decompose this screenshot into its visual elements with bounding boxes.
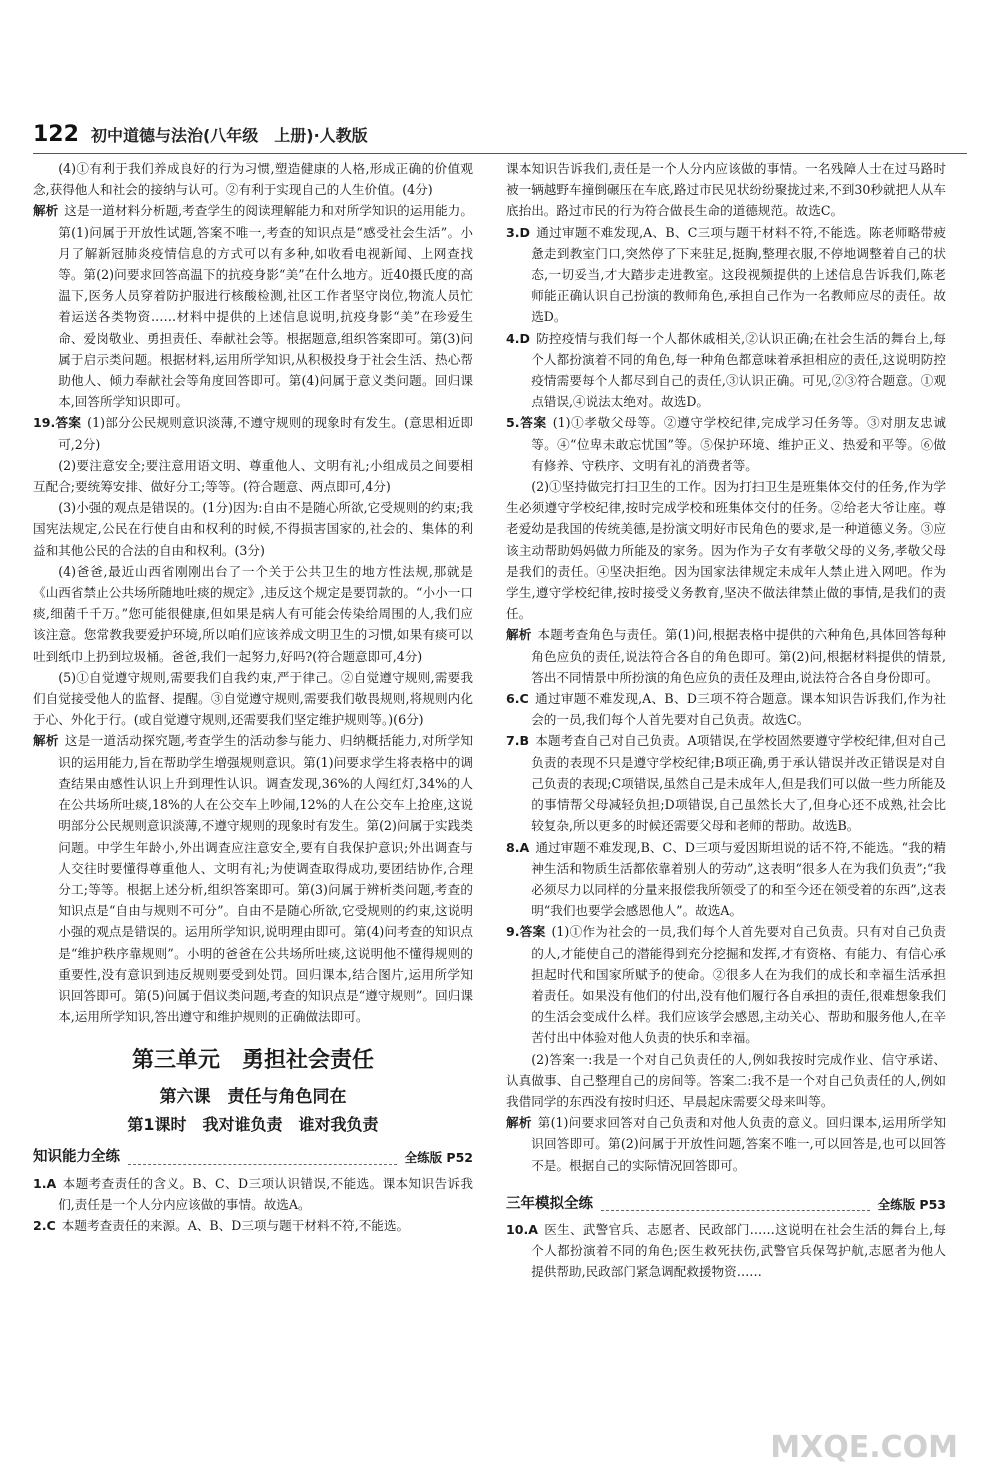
analysis-5 bbox=[506, 624, 946, 688]
answer-label: 4.D bbox=[506, 330, 531, 346]
section-title: 知识能力全练 bbox=[33, 1149, 120, 1166]
analysis-text: 本题考查角色与责任。第(1)问,根据表格中提供的六种角色,具体回答每种角色应负的责任,说法符合各自的角色即可。第(2)问,根据材料提供的情景,答出不同情景中所扮演的角色应负的责任及理由,说法符合各自身份即可。 bbox=[531, 627, 946, 685]
answer-label: 1.A bbox=[33, 1175, 57, 1191]
answer-8 bbox=[506, 837, 946, 922]
answer-5-part-2: (2)①坚持做完打扫卫生的工作。因为打扫卫生是班集体交付的任务,作为学生必须遵守学校纪律,按时完成学校和班集体交付的任务。②给老大爷让座。尊老爱幼是我国的传统美德,是扮演文明好市民角色的要求,是一种道德义务。③应该主动帮助妈妈做力所能及的家务。因为作为子女有孝敬父母的义务,孝敬父母是我们的责任。④坚决拒绝。因为国家法律规定未成年人禁止进入网吧。作为学生,遵守学校纪律,按时接受义务教育,坚决不做法律禁止做的事情,是我们的责任。 bbox=[506, 479, 946, 622]
watermark: MXQE.COM bbox=[770, 1430, 958, 1465]
answer-text: (1)部分公民规则意识淡薄,不遵守规则的现象时有发生。(意思相近即可,2分) bbox=[58, 415, 473, 452]
answer-label: 5.答案 bbox=[506, 415, 547, 431]
page-header bbox=[33, 118, 368, 150]
answer-9-part-2: (2)答案一:我是一个对自己负责任的人,例如我按时完成作业、信守承诺、认真做事、自己整理自己的房间等。答案二:我不是一个对自己负责任的人,例如我借同学的东西没有按时归还、早晨起床需要父母来叫等。 bbox=[506, 1051, 946, 1109]
answer-6 bbox=[506, 688, 946, 730]
analysis-label: 解析 bbox=[33, 203, 59, 219]
answer-text: (1)①孝敬父母等。②遵守学校纪律,完成学习任务等。③对朋友忠诚等。④“位卑未敢忘忧国”等。⑤保护环境、维护正义、热爱和平等。⑥做有修养、守秩序、文明有礼的消费者等。 bbox=[531, 415, 946, 473]
answer-4 bbox=[506, 328, 946, 413]
analysis-label: 解析 bbox=[506, 627, 532, 643]
answer-5 bbox=[506, 412, 946, 476]
section-page-ref: 全练版 P53 bbox=[877, 1196, 946, 1212]
answer-part-4: (4)①有利于我们养成良好的行为习惯,塑造健康的人格,形成正确的价值观念,获得他人和社会的接纳与认可。②有利于实现自己的人生价值。(4分) bbox=[33, 161, 473, 198]
answer-label: 7.B bbox=[506, 733, 530, 749]
answer-2 bbox=[33, 1215, 473, 1236]
answer-label: 19.答案 bbox=[33, 415, 82, 431]
answer-text: 本题考查自己对自己负责。A项错误,在学校固然要遵守学校纪律,但对自己负责的表现不只是遵守学校纪律;B项正确,勇于承认错误并改正错误是对自己负责的表现;C项错误,虽然自己是未成年人,但是我们可以做一些力所能及的事情帮父母减轻负担;D项错误,自己虽然长大了,但身心还不成熟,社会比较复杂,所以更多的时候还需要父母和老师的帮助。故选B。 bbox=[531, 733, 946, 834]
analysis-19 bbox=[33, 730, 473, 1027]
answer-text: 本题考查责任的来源。A、B、D三项与题干材料不符,不能选。 bbox=[61, 1217, 410, 1233]
answer-text: 防控疫情与我们每一个人都休戚相关,②认识正确;在社会生活的舞台上,每个人都扮演着不同的角色,每一种角色都意味着承担相应的责任,这说明防控疫情需要每个人都尽到自己的责任,③认识正确。可见,②③符合题意。①观点错误,④说法太绝对。故选D。 bbox=[531, 330, 946, 410]
answer-1 bbox=[33, 1173, 473, 1215]
section-header-mock bbox=[506, 1194, 946, 1215]
answer-3 bbox=[506, 222, 946, 328]
answer-2-continued: 课本知识告诉我们,责任是一个人分内应该做的事情。一名残障人士在过马路时被一辆越野车撞倒碾压在车底,路过市民见状纷纷聚拢过来,不到30秒就把人从车底抬出。路过市民的行为符合做長生命的道德规范。故选C。 bbox=[506, 161, 946, 219]
right-column bbox=[506, 158, 946, 1283]
answer-label: 9.答案 bbox=[506, 924, 546, 940]
unit-title: 第三单元 勇担社会责任 bbox=[131, 1048, 374, 1074]
answer-label: 2.C bbox=[33, 1217, 56, 1233]
answer-19-part-3: (3)小强的观点是错误的。(1分)因为:自由不是随心所欲,它受规则的约束;我国宪法规定,公民在行使自由和权利的时候,不得损害国家的,社会的、集体的利益和其他公民的合法的自由和权利。(3分) bbox=[33, 500, 473, 558]
lesson-title: 第六课 责任与角色同在 bbox=[159, 1087, 347, 1108]
answer-9 bbox=[506, 921, 946, 1048]
answer-text: 通过审题不难发现,A、B、C三项与题干材料不符,不能选。陈老师略带疲惫走到教室门口,突然停了下来驻足,挺胸,整理衣服,不停地调整着自己的状态,一切妥当,才大踏步走进教室。这段视频提供的上述信息告诉我们,陈老师能正确认识自己扮演的教师角色,承担自己作为一名教师应尽的责任。故选D。 bbox=[531, 224, 946, 325]
section-header-knowledge bbox=[33, 1147, 473, 1168]
period-title: 第1课时 我对谁负责 谁对我负责 bbox=[127, 1115, 379, 1135]
left-column bbox=[33, 158, 473, 1236]
answer-text: 本题考查责任的含义。B、C、D三项认识错误,不能选。课本知识告诉我们,责任是一个人分内应该做的事情。故选A。 bbox=[58, 1175, 473, 1212]
answer-text: (1)①作为社会的一员,我们每个人首先要对自己负责。只有对自己负责的人,才能使自己的潜能得到充分挖掘和发挥,才有资格、有能力、有信心承担起时代和国家所赋予的使命。②很多人在为我们的成长和幸福生活承担着责任。如果没有他们的付出,没有他们履行各自承担的责任,很难想象我们的生活会变成什么样。我们应该学会感恩,主动关心、帮助和服务他人,在辛苦付出中体验对他人负责的快乐和幸福。 bbox=[531, 924, 946, 1046]
analysis-text: 这是一道活动探究题,考查学生的活动参与能力、归纳概括能力,对所学知识的运用能力,旨在帮助学生增强规则意识。第(1)问要求学生将表格中的调查结果由感性认识上升到理性认识。调查发现,36%的人闯红灯,34%的人在公共场所吐痰,18%的人在公交车上吵闹,12%的人在公交车上抢座,这说明部分公民规则意识淡薄,不遵守规则的现象时有发生。第(2)问属于实践类问题。中学生年龄小,外出调查应注意安全,要有自我保护意识;外出调查与人交往时要懂得尊重他人、文明有礼;为使调查取得成功,要团结协作,合理分工;等等。根据上述分析,组织答案即可。第(3)问属于辨析类问题,考查的知识点是“自由与规则不可分”。自由不是随心所欲,它受规则的约束,这说明小强的观点是错误的。运用所学知识,说明理由即可。第(4)问考查的知识点是“维护秩序靠规则”。小明的爸爸在公共场所吐痰,这说明他不懂得规则的重要性,没有意识到违反规则要受到处罚。回归课本,结合图片,运用所学知识回答即可。第(5)问属于倡议类问题,考查的知识点是“遵守规则”。回归课本,运用所学知识,答出遵守和维护规则的正确做法即可。 bbox=[58, 733, 474, 1025]
answer-label: 8.A bbox=[506, 839, 530, 855]
book-title: 初中道德与法治(八年级 上册)·人教版 bbox=[90, 125, 368, 145]
answer-7 bbox=[506, 730, 946, 836]
answer-19-part-5: (5)①自觉遵守规则,需要我们自我约束,严于律己。②自觉遵守规则,需要我们自觉接受他人的监督、提醒。③自觉遵守规则,需要我们敬畏规则,将规则内化于心、外化于行。(或自觉遵守规则,还需要我们坚定维护规则等。)(6分) bbox=[33, 669, 473, 728]
answer-19-part-4: (4)爸爸,最近山西省刚刚出台了一个关于公共卫生的地方性法规,那就是《山西省禁止公共场所随地吐痰的规定》,违反这个规定是要罚款的。“小小一口痰,细菌千千万。”您可能很健康,但如果是病人有可能会传染给周围的人,我们应该注意。您常教我要爱护环境,所以咱们应该养成文明卫生的习惯,如果有痰可以吐到纸巾上扔到垃圾桶。爸爸,我们一起努力,好吗?(符合题意即可,4分) bbox=[33, 563, 473, 664]
answer-19 bbox=[33, 412, 473, 454]
header-rule bbox=[33, 153, 967, 154]
analysis-text: 第(1)问要求回答对自己负责和对他人负责的意义。回归课本,运用所学知识回答即可。第(2)问属于开放性问题,答案不唯一,可以回答是,也可以回答不是。根据自己的实际情况回答即可。 bbox=[531, 1115, 947, 1173]
answer-label: 10.A bbox=[506, 1221, 539, 1237]
answer-text: 通过审题不难发现,A、B、D三项不符合题意。课本知识告诉我们,作为社会的一员,我们每个人首先要对自己负责。故选C。 bbox=[531, 691, 946, 728]
page-number: 122 bbox=[33, 121, 79, 147]
section-title: 三年模拟全练 bbox=[506, 1195, 593, 1212]
section-leader bbox=[601, 1210, 870, 1211]
analysis-label: 解析 bbox=[506, 1115, 532, 1131]
analysis-18 bbox=[33, 200, 473, 412]
answer-19-part-2: (2)要注意安全;要注意用语文明、尊重他人、文明有礼;小组成员之间要相互配合;要统筹安排、做好分工;等等。(符合题意、两点即可,4分) bbox=[33, 457, 473, 495]
analysis-text: 这是一道材料分析题,考查学生的阅读理解能力和对所学知识的运用能力。第(1)问属于开放性试题,答案不唯一,考查的知识点是“感受社会生活”。小月了解新冠肺炎疫情信息的方式可以有多种,如收看电视新闻、上网查找等。第(2)问要求回答高温下的抗疫身影“美”在什么地方。近40摄氏度的高温下,医务人员穿着防护服进行核酸检测,社区工作者坚守岗位,物流人员忙着运送各类物资……材料中提供的上述信息说明,抗疫身影“美”在珍爱生命、爱岗敬业、勇担责任、奉献社会等。根据题意,组织答案即可。第(3)问属于启示类问题。根据材料,运用所学知识,从积极投身于社会生活、热心帮助他人、倾力奉献社会等角度回答即可。第(4)问属于意义类问题。回归课本,回答所学知识即可。 bbox=[58, 203, 473, 410]
answer-text: 通过审题不难发现,B、C、D三项与爱因斯坦说的话不符,不能选。“我的精神生活和物质生活都依靠着别人的劳动”,这表明“很多人在为我们负责”;“我必须尽力以同样的分量来报偿我所领受了的和至今还在领受着的东西”,这表明“我们也要学会感恩他人”。故选A。 bbox=[531, 839, 946, 919]
answer-10 bbox=[506, 1219, 946, 1283]
analysis-label: 解析 bbox=[33, 733, 59, 749]
section-page-ref: 全练版 P52 bbox=[404, 1150, 473, 1166]
answer-label: 3.D bbox=[506, 224, 531, 240]
answer-label: 6.C bbox=[506, 691, 529, 707]
analysis-9 bbox=[506, 1112, 946, 1176]
answer-text: 医生、武警官兵、志愿者、民政部门……这说明在社会生活的舞台上,每个人都扮演着不同的角色;医生救死扶伤,武警官兵保驾护航,志愿者为他人提供帮助,民政部门紧急调配救援物资…… bbox=[531, 1221, 946, 1280]
section-leader bbox=[128, 1164, 397, 1165]
